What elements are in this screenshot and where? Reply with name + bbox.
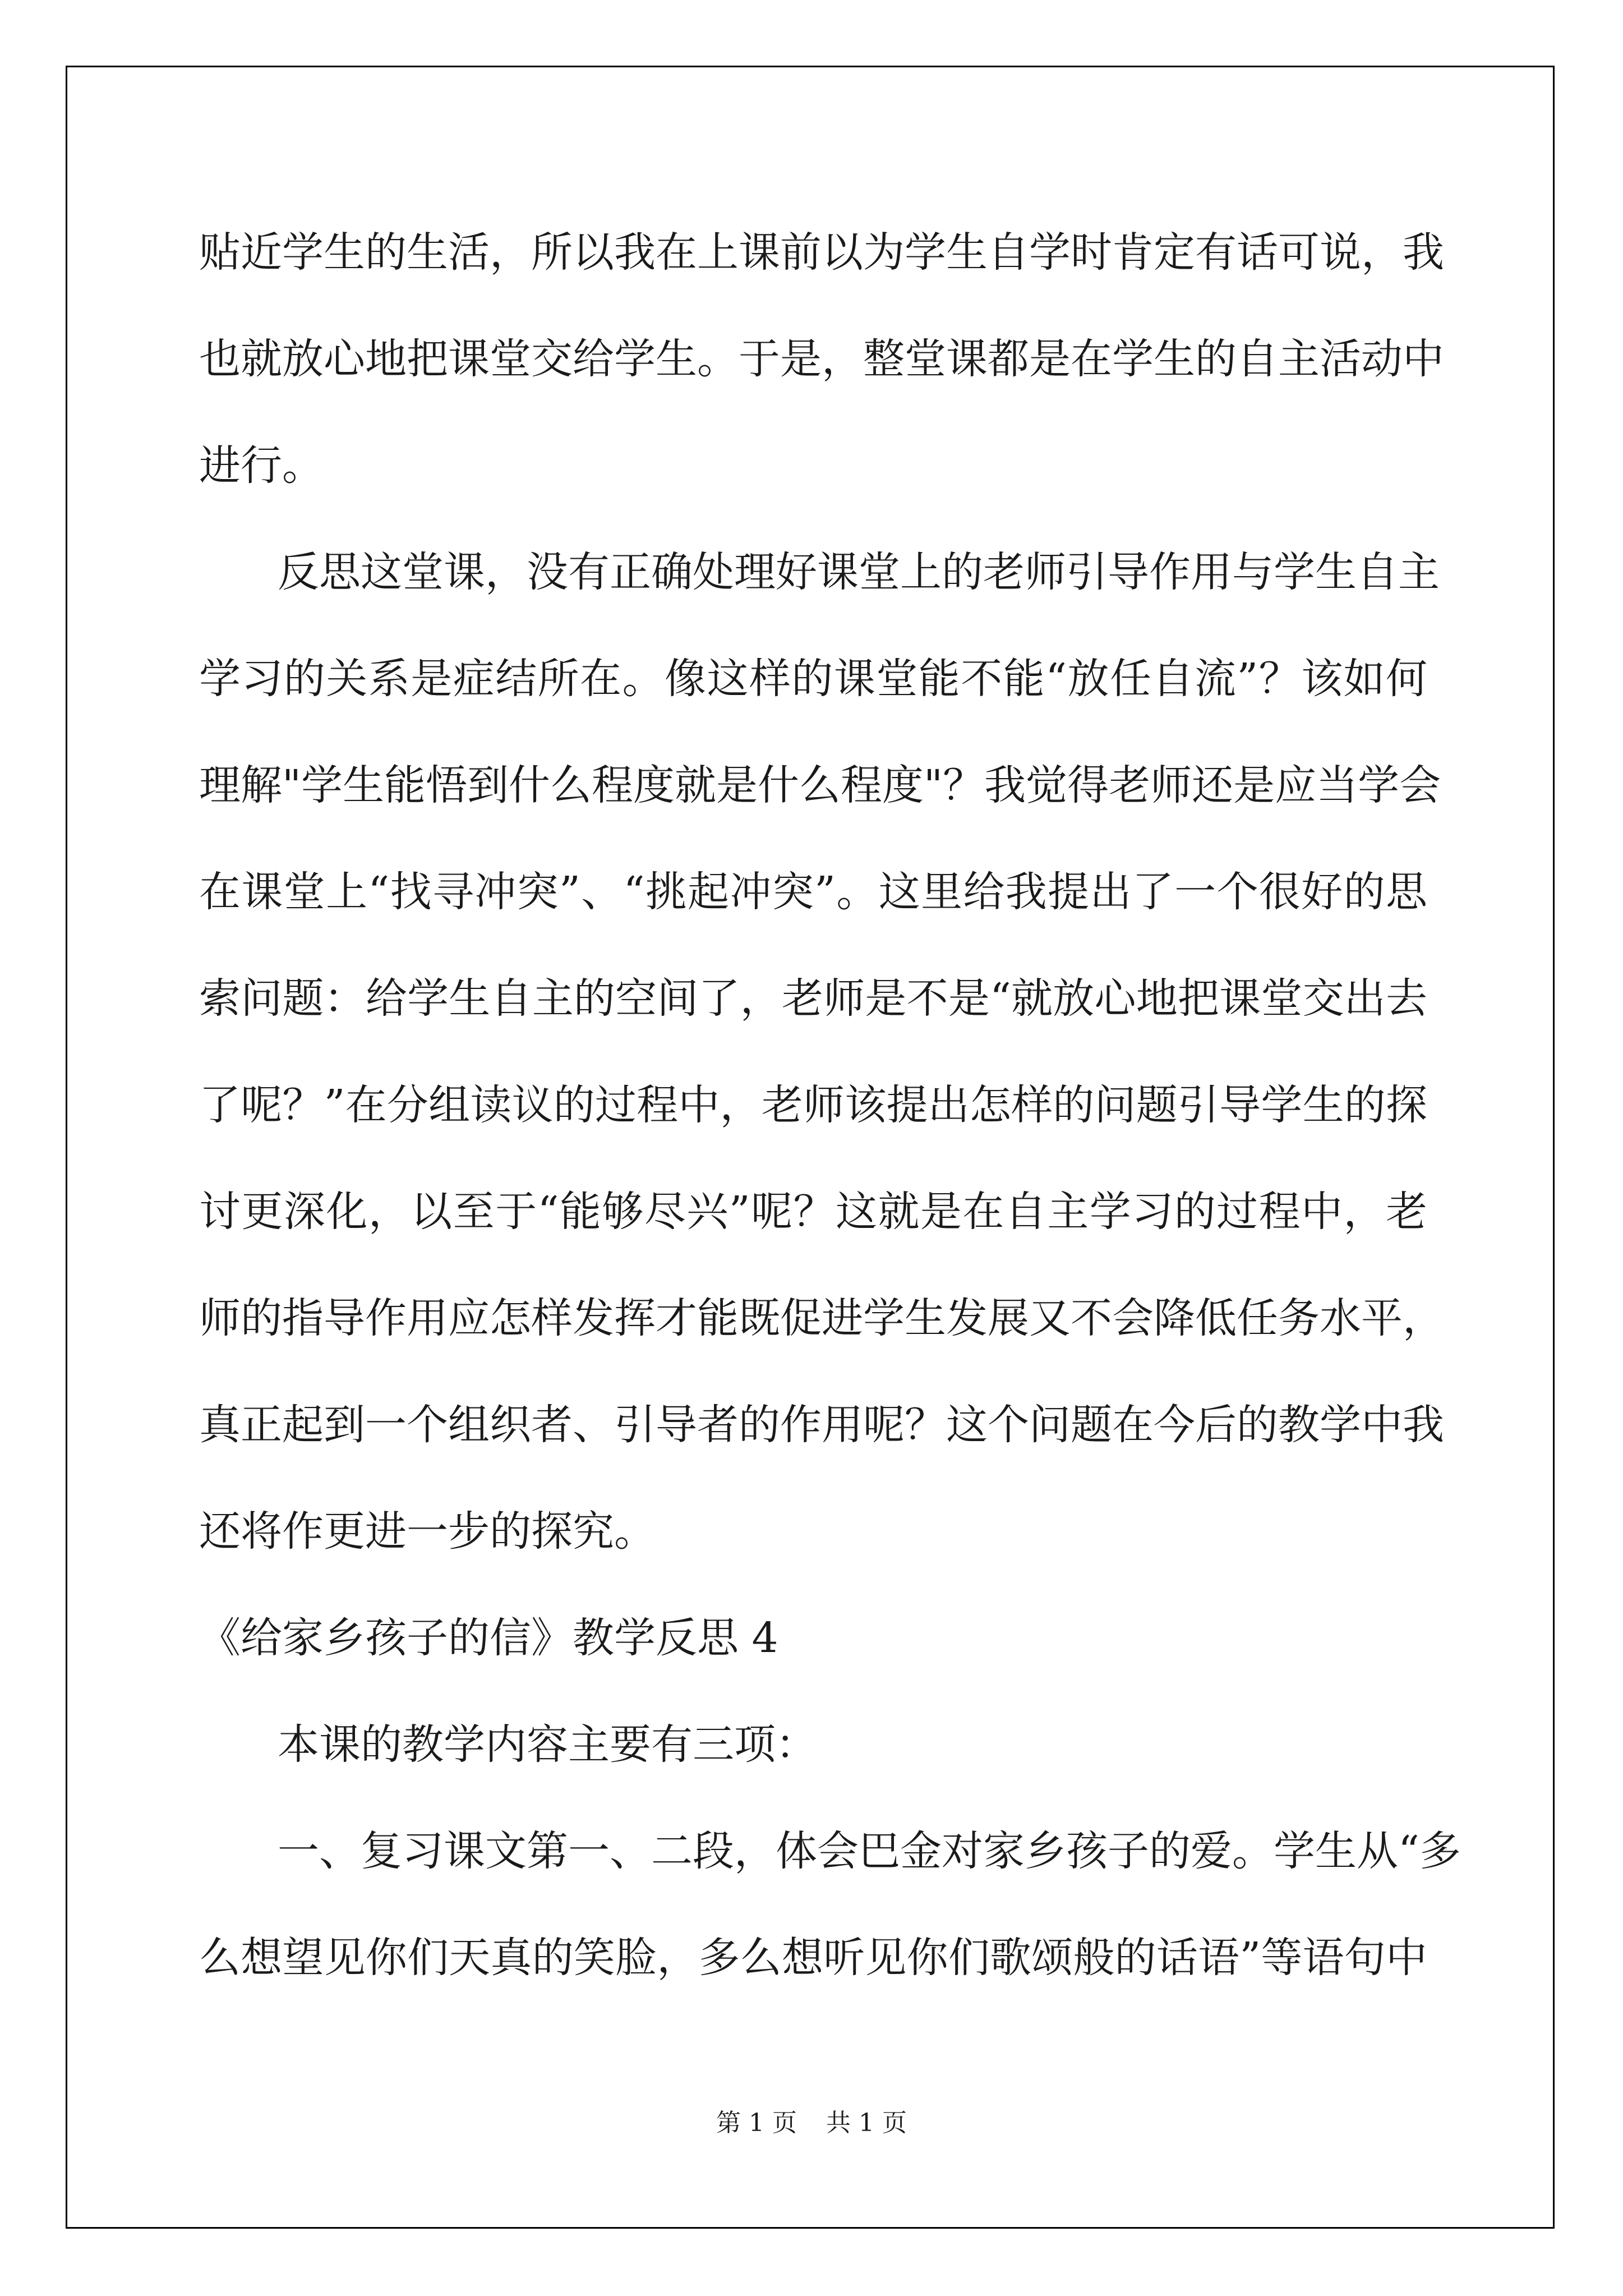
body-line: 理解"学生能悟到什么程度就是什么程度"？我觉得老师还是应当学会 <box>199 761 1441 809</box>
body-line: 师的指导作用应怎样发挥才能既促进学生发展又不会降低任务水平， <box>199 1294 1444 1342</box>
paragraph-start-line: 反思这堂课，没有正确处理好课堂上的老师引导作用与学生自主 <box>278 548 1440 596</box>
body-line: 讨更深化，以至于“能够尽兴”呢？这就是在自主学习的过程中，老 <box>199 1188 1427 1236</box>
paragraph-start-line: 本课的教学内容主要有三项： <box>278 1720 817 1769</box>
body-line: 学习的关系是症结所在。像这样的课堂能不能“放任自流”？该如何 <box>199 655 1427 703</box>
body-line: 真正起到一个组织者、引导者的作用呢？这个问题在今后的教学中我 <box>199 1401 1444 1449</box>
page-total: 共 1 页 <box>826 2109 907 2137</box>
body-line: 进行。 <box>199 441 324 490</box>
body-line: 索问题：给学生自主的空间了，老师是不是“就放心地把课堂交出去 <box>199 974 1427 1023</box>
page-footer <box>0 2106 1623 2140</box>
page-number: 第 1 页 <box>716 2109 797 2137</box>
paragraph-start-line: 一、复习课文第一、二段，体会巴金对家乡孩子的爱。学生从“多 <box>278 1827 1461 1875</box>
section-heading: 《给家乡孩子的信》教学反思 4 <box>199 1614 778 1662</box>
body-line: 在课堂上“找寻冲突”、“挑起冲突”。这里给我提出了一个很好的思 <box>199 868 1427 916</box>
body-line: 了呢？”在分组读议的过程中，老师该提出怎样的问题引导学生的探 <box>199 1081 1427 1129</box>
body-line: 么想望见你们天真的笑脸，多么想听见你们歌颂般的话语”等语句中 <box>199 1934 1427 1982</box>
body-line: 也就放心地把课堂交给学生。于是，整堂课都是在学生的自主活动中 <box>199 335 1444 383</box>
body-line: 还将作更进一步的探究。 <box>199 1507 656 1556</box>
body-line: 贴近学生的生活，所以我在上课前以为学生自学时肯定有话可说，我 <box>199 228 1444 277</box>
